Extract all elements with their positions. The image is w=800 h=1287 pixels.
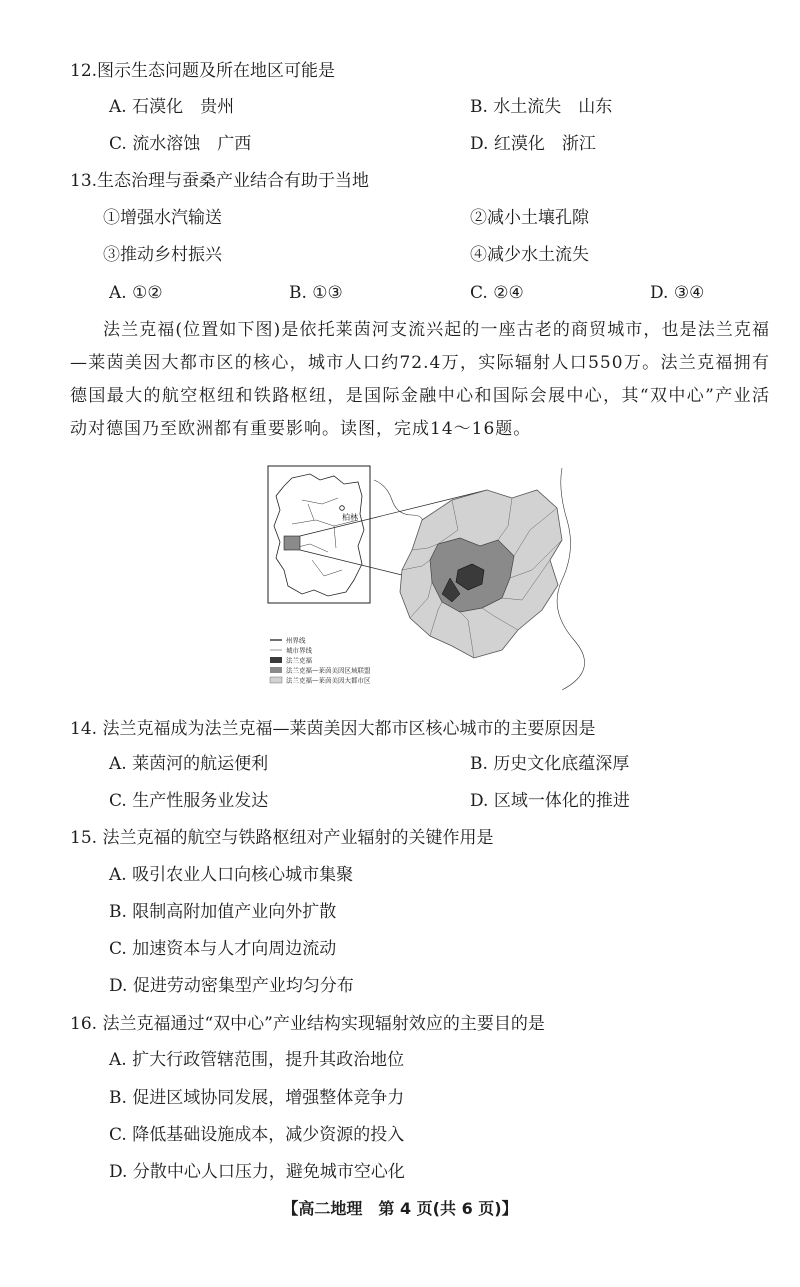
- q14-stem: 14. 法兰克福成为法兰克福—莱茵美因大都市区核心城市的主要原因是: [70, 719, 596, 739]
- q16-option-c: C. 降低基础设施成本，减少资源的投入: [109, 1125, 405, 1145]
- q16-option-a: A. 扩大行政管辖范围，提升其政治地位: [109, 1050, 405, 1070]
- q15-option-a: A. 吸引农业人口向核心城市集聚: [109, 865, 354, 885]
- q13-option-a: A. ①②: [109, 283, 163, 303]
- q13-stem: 13.生态治理与蚕桑产业结合有助于当地: [70, 171, 370, 191]
- legend-regional-union: 法兰克福—莱茵美因区域联盟: [286, 666, 371, 675]
- q13-item-1: ①增强水汽输送: [103, 208, 222, 228]
- legend-city-line: 城市界线: [286, 646, 312, 655]
- river-line-east: [557, 468, 584, 690]
- q14-option-c: C. 生产性服务业发达: [109, 791, 269, 811]
- q13-item-3: ③推动乡村振兴: [103, 245, 222, 265]
- q15-option-b: B. 限制高附加值产业向外扩散: [109, 902, 337, 922]
- inset-frankfurt-region: [284, 536, 300, 550]
- page-footer: 【高二地理 第 4 页(共 6 页)】: [282, 1199, 518, 1218]
- reading-passage: 法兰克福(位置如下图)是依托莱茵河支流兴起的一座古老的商贸城市，也是法兰克福—莱茵美因大都市区的核心，城市人口约72.4万，实际辐射人口550万。法兰克福拥有德国最大的航空枢纽和铁路枢纽，是国际金融中心和国际会展中心，其“双中心”产业活动对德国乃至欧洲都有重要影响。读图，完成14～16题。: [70, 320, 770, 439]
- q12-option-c: C. 流水溶蚀 广西: [109, 134, 252, 154]
- q12-option-d: D. 红漠化 浙江: [470, 134, 596, 154]
- frankfurt-location-map: [262, 460, 592, 703]
- q14-option-b: B. 历史文化底蕴深厚: [470, 754, 630, 774]
- legend-state-line: 州界线: [286, 636, 306, 645]
- q12-stem: 12.图示生态问题及所在地区可能是: [70, 61, 336, 81]
- q16-stem: 16. 法兰克福通过“双中心”产业结构实现辐射效应的主要目的是: [70, 1014, 545, 1034]
- map-legend: [270, 636, 371, 685]
- q12-option-a: A. 石漠化 贵州: [109, 97, 235, 117]
- legend-metro-area: 法兰克福—莱茵美因大都市区: [286, 676, 371, 685]
- q13-option-d: D. ③④: [650, 283, 705, 303]
- q16-option-b: B. 促进区域协同发展，增强整体竞争力: [109, 1088, 405, 1108]
- q14-option-a: A. 莱茵河的航运便利: [109, 754, 269, 774]
- q12-option-b: B. 水土流失 山东: [470, 97, 613, 117]
- q13-item-4: ④减少水土流失: [470, 245, 589, 265]
- q15-option-c: C. 加速资本与人才向周边流动: [109, 939, 337, 959]
- river-line: [374, 480, 423, 530]
- legend-swatch-metro: [270, 677, 282, 683]
- q13-item-2: ②减小土壤孔隙: [470, 208, 589, 228]
- q16-option-d: D. 分散中心人口压力，避免城市空心化: [109, 1162, 405, 1182]
- map-svg: [262, 460, 592, 703]
- q15-option-d: D. 促进劳动密集型产业均匀分布: [109, 976, 354, 996]
- q14-option-d: D. 区域一体化的推进: [470, 791, 630, 811]
- legend-frankfurt: 法兰克福: [286, 656, 312, 665]
- legend-swatch-union: [270, 667, 282, 673]
- q15-stem: 15. 法兰克福的航空与铁路枢纽对产业辐射的关键作用是: [70, 828, 494, 848]
- berlin-label: 柏林: [342, 513, 358, 522]
- legend-swatch-core: [270, 657, 282, 663]
- germany-outline: [274, 474, 364, 596]
- q13-option-c: C. ②④: [470, 283, 524, 303]
- q13-option-b: B. ①③: [289, 283, 343, 303]
